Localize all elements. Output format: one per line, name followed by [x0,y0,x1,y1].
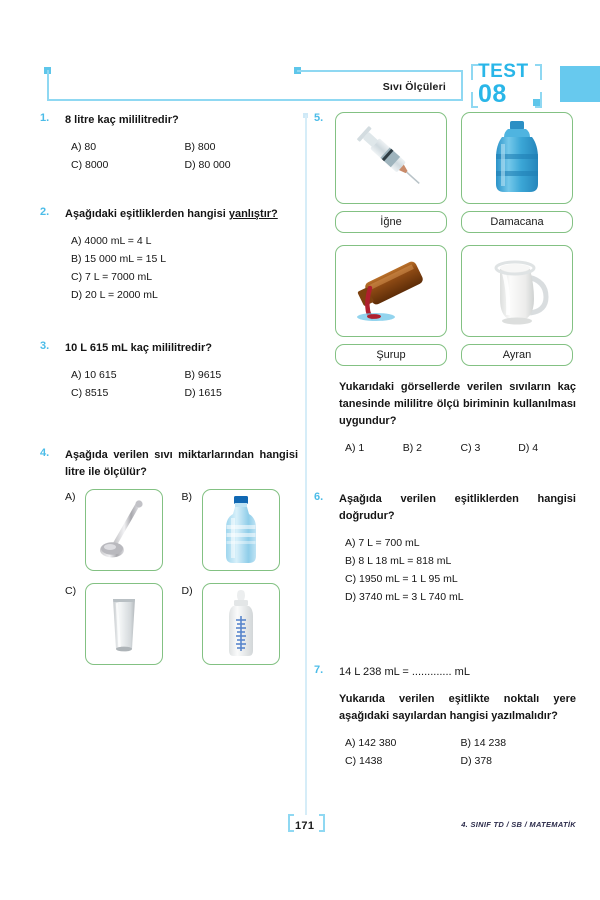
test-bracket-left-bottom [471,106,478,108]
question-1-text: 8 litre kaç mililitredir? [65,114,179,126]
question-5-text: Yukarıdaki görsellerde verilen sıvıların kaç tanesinde mililitre ölçü biriminin kullanılması uygundur? [339,381,576,427]
test-bracket-right [540,64,542,80]
question-5 [314,112,576,457]
drinking-glass-icon [104,593,144,655]
option-a[interactable]: A) 7 L = 700 mL [345,537,420,549]
question-3-text: 10 L 615 mL kaç mililitredir? [65,342,212,354]
test-number: 08 [478,80,507,108]
option-b[interactable]: B) 800 [184,141,216,153]
question-1-options [71,138,298,174]
question-4-text: Aşağıda verilen sıvı miktarlarından hangisi litre ile ölçülür? [65,449,298,478]
picture-option-b[interactable] [182,489,299,571]
option-c[interactable]: C) 8000 [71,159,109,171]
option-a[interactable]: A) 4000 mL = 4 L [71,235,152,247]
picture-option-d[interactable] [182,583,299,665]
option-d[interactable]: D) 80 000 [184,159,231,171]
option-b[interactable]: B) 8 L 18 mL = 818 mL [345,555,452,567]
card-syrup-label: Şurup [335,344,447,366]
option-a[interactable]: A) 1 [345,442,365,454]
syrup-card[interactable] [335,245,447,337]
test-bracket-left-top [471,64,478,66]
water-jug-icon [488,118,546,198]
question-4-options [65,489,298,665]
footer-imprint: 4. SINIF TD / SB / MATEMATİK [461,820,576,829]
question-2-text-emphasis: yanlıştır? [228,208,278,220]
picture-option-a[interactable] [65,489,182,571]
card-syringe-label: İğne [335,211,447,233]
test-bracket-right-bottom [535,106,542,108]
test-bracket-left [471,64,473,80]
option-b[interactable]: B) 15 000 mL = 15 L [71,253,167,265]
pitcher-icon [480,251,554,331]
question-4-number: 4. [40,447,50,459]
picture-option-c[interactable] [65,583,182,665]
baby-bottle-card[interactable] [202,583,280,665]
question-7-equation: 14 L 238 mL = ............. mL [339,666,470,678]
card-syringe[interactable] [335,112,447,233]
water-bottle-icon [220,494,262,566]
question-7 [314,664,576,770]
question-6-text: Aşağıda verilen eşitliklerden hangisi doğrudur? [339,493,576,522]
option-d[interactable]: D) 4 [518,442,539,454]
option-c[interactable]: C) 7 L = 7000 mL [71,271,153,283]
picture-option-b-letter: B) [181,491,192,503]
question-6-number: 6. [314,491,324,503]
option-b[interactable]: B) 9615 [184,369,222,381]
ladle-icon [95,497,153,563]
baby-bottle-icon [222,589,260,659]
question-5-options [345,439,576,457]
option-c[interactable]: C) 8515 [71,387,109,399]
option-c[interactable]: C) 3 [460,442,481,454]
header-right-tick [461,70,463,101]
option-d[interactable]: D) 3740 mL = 3 L 740 mL [345,591,464,603]
question-3-number: 3. [40,340,50,352]
ladle-card[interactable] [85,489,163,571]
option-d[interactable]: D) 1615 [184,387,222,399]
question-7-options [345,734,576,770]
picture-option-a-letter: A) [65,491,76,503]
page-number-wrap [290,816,319,834]
drinking-glass-card[interactable] [85,583,163,665]
option-b[interactable]: B) 14 238 [460,737,507,749]
page-bracket-right-top [319,814,325,816]
question-2-options [71,232,298,304]
option-d[interactable]: D) 378 [460,755,493,767]
picture-option-d-letter: D) [181,585,193,597]
column-divider [305,115,307,815]
page-bracket-right-bottom [319,830,325,832]
question-5-number: 5. [314,112,324,124]
option-c[interactable]: C) 1438 [345,755,383,767]
option-d[interactable]: D) 20 L = 2000 mL [71,289,158,301]
question-7-number: 7. [314,664,324,676]
question-7-text: Yukarıda verilen eşitlikte noktalı yere aşağıdaki sayılardan hangisi yazılmalıdır? [339,693,576,722]
page-number: 171 [295,820,315,832]
water-jug-card[interactable] [461,112,573,204]
right-column [314,112,576,770]
option-a[interactable]: A) 80 [71,141,97,153]
card-syrup[interactable] [335,245,447,366]
header-blue-square [560,66,600,102]
syrup-bottle-icon [346,253,436,329]
question-4 [40,447,298,665]
question-6-options [345,534,576,606]
header-rule [47,99,463,101]
question-3-options [71,366,298,402]
syringe-card[interactable] [335,112,447,204]
question-2-number: 2. [40,206,50,218]
option-c[interactable]: C) 1950 mL = 1 L 95 mL [345,573,458,585]
header-inner-rule [297,70,463,72]
question-3 [40,340,298,402]
syringe-icon [349,118,433,198]
test-label: TEST [478,61,529,82]
card-ayran-label: Ayran [461,344,573,366]
test-badge [478,62,540,106]
water-bottle-card[interactable] [202,489,280,571]
question-2 [40,206,298,304]
question-6 [314,491,576,606]
picture-option-c-letter: C) [65,585,77,597]
header-left-tick [47,70,49,100]
question-5-cards [335,112,576,366]
pitcher-card[interactable] [461,245,573,337]
card-water-jug-label: Damacana [461,211,573,233]
card-ayran[interactable] [461,245,573,366]
question-1-number: 1. [40,112,50,124]
option-b[interactable]: B) 2 [402,442,423,454]
question-2-text-main: Aşağıdaki eşitliklerden hangisi [65,208,229,220]
option-a[interactable]: A) 142 380 [345,737,397,749]
left-column [40,112,298,665]
topic-title: Sıvı Ölçüleri [382,81,446,93]
option-a[interactable]: A) 10 615 [71,369,117,381]
card-water-jug[interactable] [461,112,573,233]
question-2-text [65,206,298,223]
question-1 [40,112,298,174]
